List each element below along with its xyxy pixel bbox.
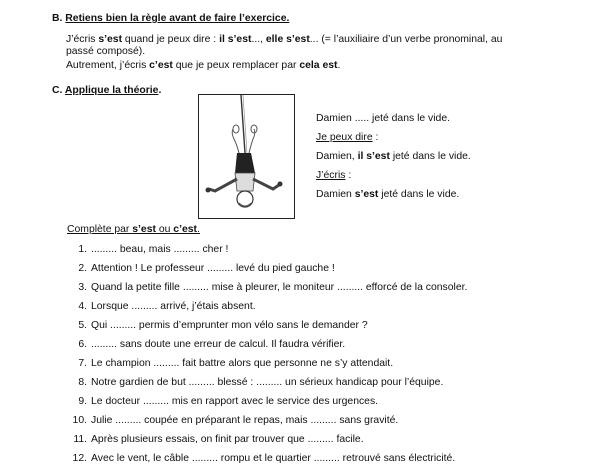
exercise-item xyxy=(67,335,467,354)
rule-line-2: passé composé). xyxy=(66,46,146,57)
rule-text: . xyxy=(337,60,341,71)
exercise-item xyxy=(67,297,467,316)
section-b-title: Retiens bien la règle avant de faire l’exercice. xyxy=(65,13,290,24)
bungee-illustration xyxy=(198,94,295,219)
instruction-keyword: c’est xyxy=(173,224,197,235)
example-line-3 xyxy=(316,151,471,162)
exercise-text: Lorsque ......... arrivé, j’étais absent. xyxy=(91,301,256,312)
rule-line-1 xyxy=(66,34,502,45)
instruction-text: Complète par xyxy=(67,224,133,235)
example-keyword: il s’est xyxy=(357,151,390,162)
example-line-2 xyxy=(316,132,378,143)
exercise-number: 5. xyxy=(78,320,87,331)
section-c-label: C. xyxy=(52,85,63,96)
rule-keyword: s’est xyxy=(98,34,123,45)
exercise-number: 8. xyxy=(78,377,87,388)
exercise-text: ......... beau, mais ......... cher ! xyxy=(91,244,229,255)
example-line-4 xyxy=(316,170,351,181)
example-label-end: : xyxy=(345,170,352,181)
instruction-text: ou xyxy=(155,224,174,235)
exercise-list xyxy=(67,240,467,468)
rule-keyword: elle s’est xyxy=(265,34,310,45)
example-keyword: s’est xyxy=(354,189,379,200)
rule-text: Autrement, j’écris xyxy=(66,60,150,71)
exercise-number: 2. xyxy=(78,263,87,274)
exercise-instruction xyxy=(67,224,200,235)
exercise-item xyxy=(67,278,467,297)
instruction-text: . xyxy=(196,224,200,235)
exercise-number: 6. xyxy=(78,339,87,350)
rule-text: quand je peux dire : xyxy=(122,34,220,45)
rule-keyword: il s’est xyxy=(219,34,252,45)
exercise-item xyxy=(67,449,467,468)
exercise-item xyxy=(67,354,467,373)
exercise-text: Quand la petite fille ......... mise à pleurer, le moniteur ......... efforcé de la consoler. xyxy=(91,282,468,293)
section-c-heading xyxy=(52,85,161,96)
bungee-jumper-drawing xyxy=(199,95,294,218)
exercise-number: 11. xyxy=(73,434,87,445)
exercise-item xyxy=(67,259,467,278)
example-text: jeté dans le vide. xyxy=(378,189,460,200)
exercise-text: Le docteur ......... mis en rapport avec le service des urgences. xyxy=(91,396,379,407)
rule-text: que je peux remplacer par xyxy=(172,60,300,71)
rule-line-3 xyxy=(66,60,340,71)
exercise-text: ......... sans doute une erreur de calcul. Il faudra vérifier. xyxy=(91,339,346,350)
example-text: jeté dans le vide. xyxy=(389,151,471,162)
rule-text: ... (= l’auxiliaire d’un verbe pronominal, au xyxy=(309,34,503,45)
exercise-number: 1. xyxy=(78,244,87,255)
exercise-text: Qui ......... permis d’emprunter mon vélo sans le demander ? xyxy=(91,320,368,331)
exercise-item xyxy=(67,316,467,335)
example-line-1: Damien ..... jeté dans le vide. xyxy=(316,113,450,124)
section-b-heading xyxy=(52,13,289,24)
exercise-text: Avec le vent, le câble ......... rompu et le quartier ......... retrouvé sans électricité. xyxy=(91,453,456,464)
exercise-text: Après plusieurs essais, on finit par trouver que ......... facile. xyxy=(91,434,364,445)
exercise-text: Le champion ......... fait battre alors que personne ne s’y attendait. xyxy=(91,358,394,369)
exercise-item xyxy=(67,373,467,392)
exercise-text: Notre gardien de but ......... blessé : ......... un sérieux handicap pour l’équipe. xyxy=(91,377,444,388)
section-c-title: Applique la théorie xyxy=(64,85,159,96)
exercise-item xyxy=(67,430,467,449)
rule-text: ..., xyxy=(251,34,266,45)
example-label-end: : xyxy=(372,132,379,143)
exercise-number: 12. xyxy=(72,453,87,464)
example-text: Damien, xyxy=(316,151,358,162)
rule-text: J’écris xyxy=(66,34,99,45)
exercise-number: 9. xyxy=(78,396,87,407)
section-c-title-end: . xyxy=(158,85,162,96)
exercise-item xyxy=(67,392,467,411)
exercise-text: Julie ......... coupée en préparant le repas, mais ......... sans gravité. xyxy=(91,415,399,426)
exercise-text: Attention ! Le professeur ......... levé du pied gauche ! xyxy=(91,263,335,274)
rule-keyword: cela est xyxy=(299,60,338,71)
example-label: J’écris xyxy=(316,170,346,181)
exercise-item xyxy=(67,240,467,259)
example-text: Damien xyxy=(316,189,355,200)
rule-keyword: c’est xyxy=(149,60,173,71)
exercise-number: 4. xyxy=(78,301,87,312)
example-line-5 xyxy=(316,189,459,200)
example-label: Je peux dire xyxy=(316,132,373,143)
exercise-number: 10. xyxy=(72,415,87,426)
exercise-number: 7. xyxy=(78,358,87,369)
exercise-number: 3. xyxy=(78,282,87,293)
section-b-label: B. xyxy=(52,13,63,24)
instruction-keyword: s’est xyxy=(132,224,156,235)
exercise-item xyxy=(67,411,467,430)
